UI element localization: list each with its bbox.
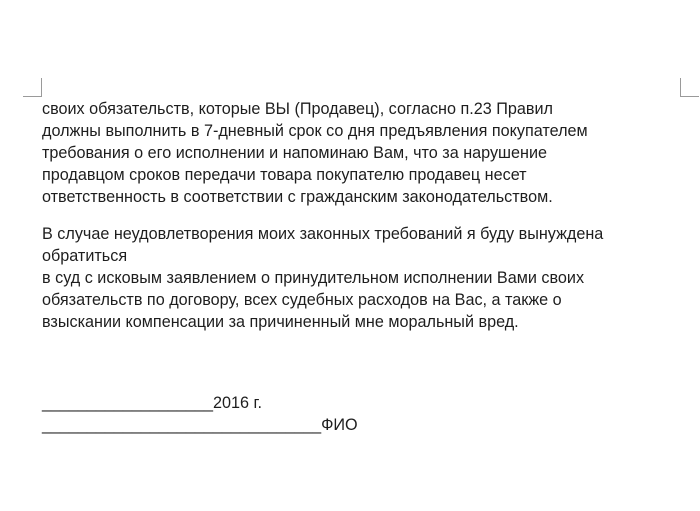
text-line: ответственность в соответствии с гражданским законодательством. (42, 188, 553, 206)
text-line: обратиться (42, 247, 128, 265)
name-line: _______________________________ФИО (42, 416, 358, 434)
top-right-margin-mark (680, 78, 699, 97)
text-line: своих обязательств, которые ВЫ (Продавец), согласно п.23 Правил (42, 100, 553, 118)
text-line: требования о его исполнении и напоминаю Вам, что за нарушение (42, 144, 548, 162)
text-line: взыскании компенсации за причиненный мне моральный вред. (42, 313, 519, 331)
text-line: обязательств по договору, всех судебных расходов на Вас, а также о (42, 291, 562, 309)
text-line: в суд с исковым заявлением о принудительном исполнении Вами своих (42, 269, 585, 287)
date-line: ___________________2016 г. (42, 394, 262, 412)
text-line: должны выполнить в 7-дневный срок со дня предъявления покупателем (42, 122, 588, 140)
top-left-margin-mark (23, 78, 42, 97)
paragraph-obligations (42, 98, 682, 208)
signature-block (42, 392, 358, 436)
text-line: В случае неудовлетворения моих законных требований я буду вынуждена (42, 225, 604, 243)
text-line: продавцом сроков передачи товара покупателю продавец несет (42, 166, 527, 184)
paragraph-court-notice (42, 223, 682, 333)
